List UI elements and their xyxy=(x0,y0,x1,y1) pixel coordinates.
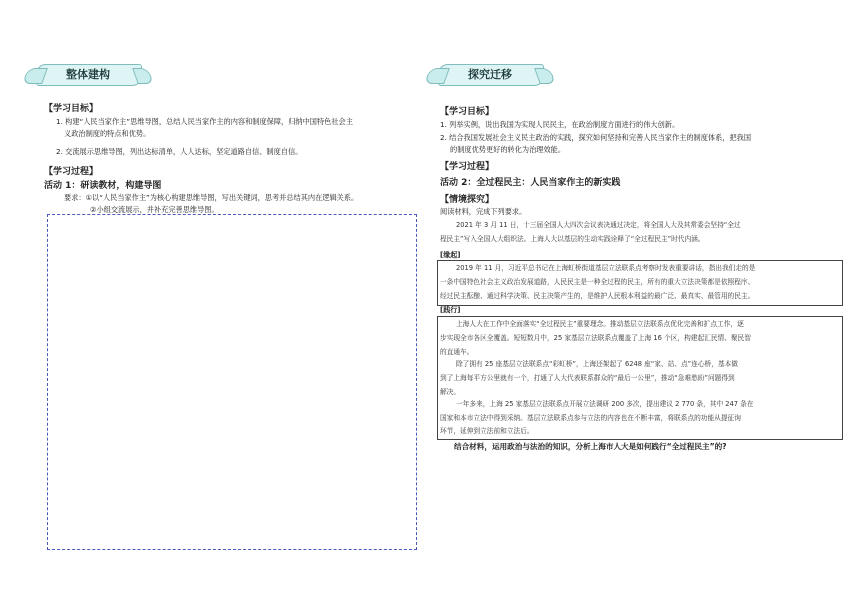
tag-origin: [缘起] xyxy=(440,251,461,259)
process-heading: 【学习过程】 xyxy=(440,162,495,172)
goal-2: 2. 交流展示思维导图，列出达标清单，人人达标，坚定道路自信、制度自信。 xyxy=(56,147,303,156)
practice-2-line-2: 到了上海每平方公里就有一个，打通了人大代表联系群众的“最后一公里”，推动“急难愁盼”问题得到 xyxy=(440,374,735,382)
goals-heading: 【学习目标】 xyxy=(44,104,99,114)
goal-1-line-1: 1. 构建“人民当家作主”思维导图，总结人民当家作主的内容和制度保障，归纳中国特色社会主 xyxy=(56,117,353,126)
practice-2-line-3: 解决。 xyxy=(440,388,461,396)
reading-instruction: 阅读材料，完成下列要求。 xyxy=(440,207,527,216)
practice-3-line-1: 一年多来，上海 25 家基层立法联系点开展立法调研 200 多次，提出建议 2 770 条，其中 247 条在 xyxy=(456,400,754,408)
banner-title: 整体建构 xyxy=(66,68,110,81)
origin-line-1: 2019 年 11 月，习近平总书记在上海虹桥街道基层立法联系点考察时发表重要讲话，指出我们走的是 xyxy=(456,264,756,272)
activity-2-title: 活动 2：全过程民主：人民当家作主的新实践 xyxy=(440,178,621,188)
goals-heading: 【学习目标】 xyxy=(440,107,495,117)
practice-3-line-3: 环节，延伸到立法前和立法后。 xyxy=(440,427,534,435)
mind-map-drawing-area[interactable] xyxy=(47,214,417,550)
material-paragraph-1-line-2: 程民主”写入全国人大组织法。上海人大以基层的生动实践诠释了“全过程民主”时代内涵。 xyxy=(440,235,705,243)
goal-2-line-2: 的制度优势更好的转化为治理效能。 xyxy=(450,145,566,154)
banner-title: 探究迁移 xyxy=(468,68,512,81)
section-banner-left xyxy=(24,62,152,88)
practice-1-line-3: 的直通车。 xyxy=(440,348,474,356)
tag-practice: [践行] xyxy=(440,306,461,314)
requirement-line-2: ②小组交流展示，并补充完善思维导图。 xyxy=(90,205,219,214)
goal-1: 1. 列举实例，说出我国为实现人民民主，在政治制度方面进行的伟大创新。 xyxy=(440,120,680,129)
requirement-line-1: 要求：①以“人民当家作主”为核心构建思维导图，写出关键词，思考并总结其内在逻辑关系。 xyxy=(64,193,359,202)
goal-2-line-1: 2. 结合我国发展社会主义民主政治的实践，探究如何坚持和完善人民当家作主的制度体系，把我国 xyxy=(440,133,752,142)
origin-line-2: 一条中国特色社会主义政治发展道路，人民民主是一种全过程的民主，所有的重大立法决策都是依照程序、 xyxy=(440,278,755,286)
practice-1-line-2: 步实现全市各区全覆盖。短短数月中，25 家基层立法联系点覆盖了上海 16 个区，构建起汇民情、聚民智 xyxy=(440,334,751,342)
origin-line-3: 经过民主酝酿、通过科学决策、民主决策产生的，是维护人民根本利益的最广泛、最真实、最管用的民主。 xyxy=(440,292,755,300)
section-banner-right xyxy=(426,62,554,88)
material-paragraph-1-line-1: 2021 年 3 月 11 日，十三届全国人大四次会议表决通过决定，将全国人大及其常委会坚持“全过 xyxy=(456,221,741,229)
practice-2-line-1: 除了拥有 25 座基层立法联系点“彩虹桥”，上海还架起了 6248 座“家、站、点”连心桥，基本做 xyxy=(456,360,738,368)
goal-1-line-2: 义政治制度的特点和优势。 xyxy=(64,129,151,138)
analysis-question: 结合材料，运用政治与法治的知识，分析上海市人大是如何践行“全过程民主”的? xyxy=(454,442,727,451)
inquiry-heading: 【情境探究】 xyxy=(440,195,495,205)
process-heading: 【学习过程】 xyxy=(44,167,99,177)
practice-1-line-1: 上海人大在工作中全面落实“全过程民主”重要理念。推动基层立法联系点优化完善和扩点工作，逐 xyxy=(456,320,744,328)
practice-3-line-2: 国家和本市立法中得到采纳。基层立法联系点参与立法的内容也在不断丰富，将联系点的功能从提征询 xyxy=(440,414,741,422)
activity-1-title: 活动 1：研读教材，构建导图 xyxy=(44,181,162,191)
